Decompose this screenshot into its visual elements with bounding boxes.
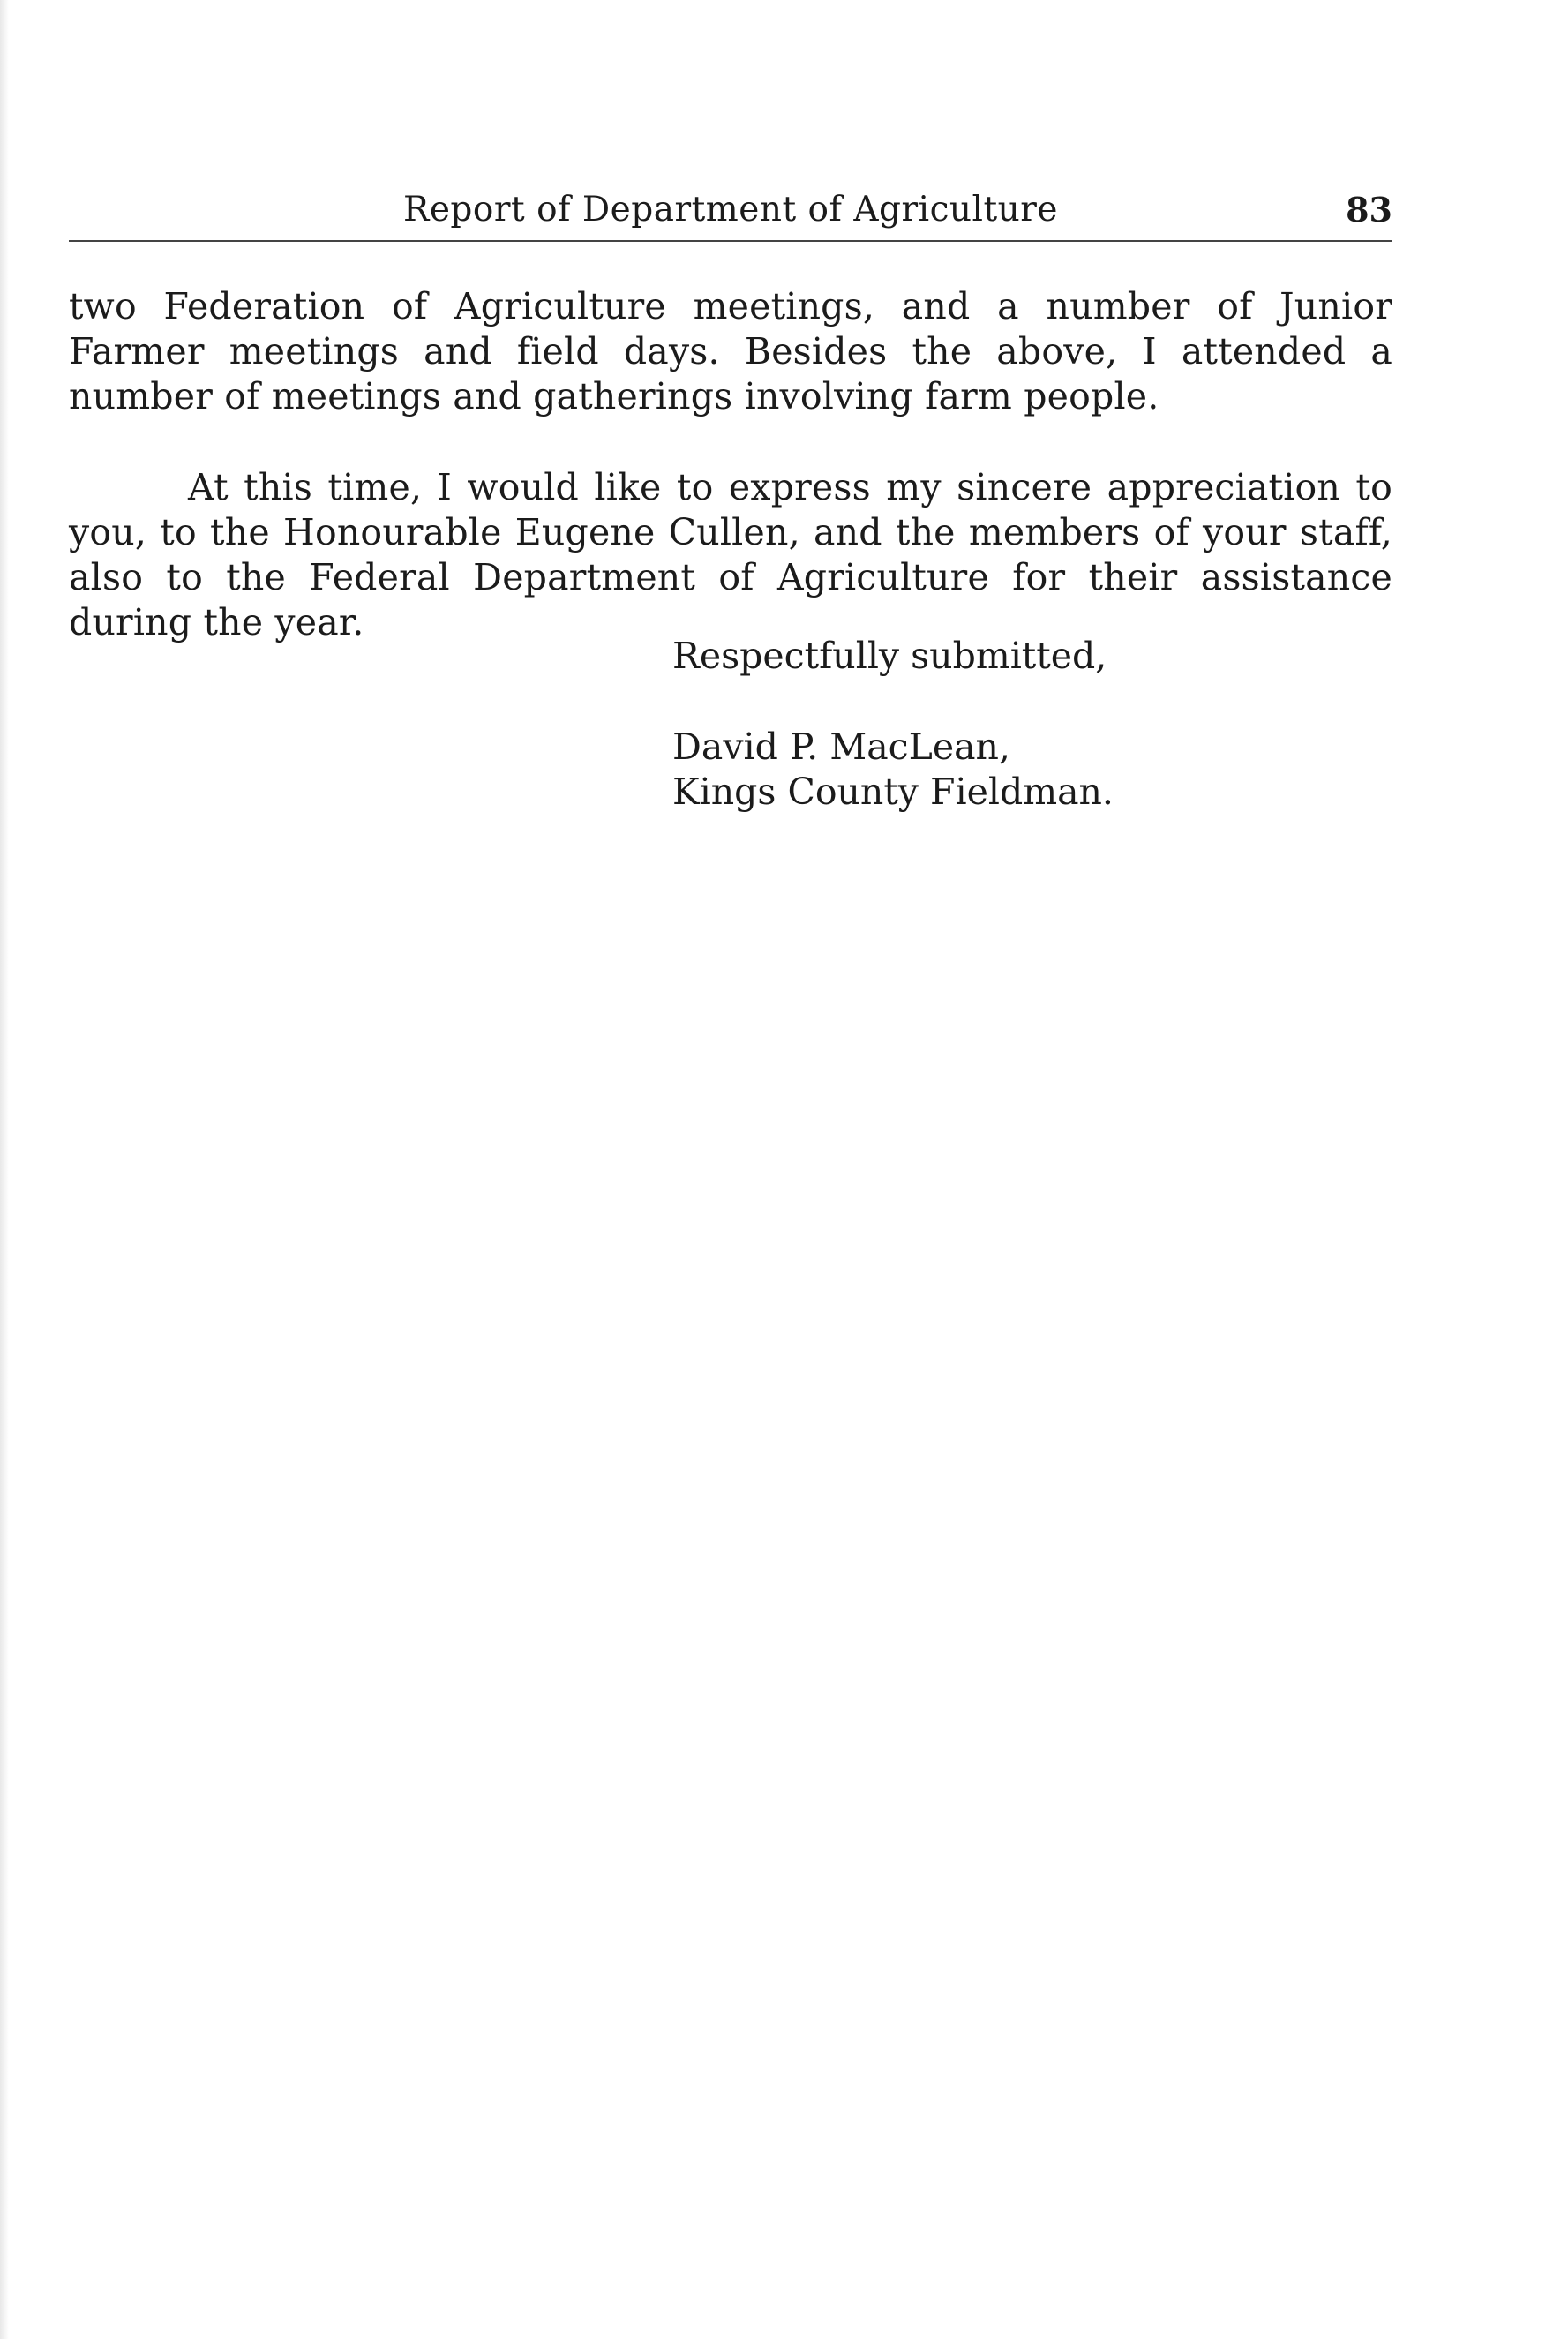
page-edge-shadow — [0, 0, 9, 2339]
signatory-name: David P. MacLean, — [672, 726, 1010, 768]
signatory-title: Kings County Fieldman. — [672, 771, 1114, 813]
body-text — [69, 284, 1392, 645]
closing-block — [672, 634, 1114, 815]
closing-salutation: Respectfully submitted, — [672, 635, 1107, 677]
paragraph-2: At this time, I would like to express my sincere appreciation to you, to the Honourable Eugene Cullen, and the members of your staff, also to the Federal Department of Agriculture for their assistance during the year. — [69, 466, 1392, 643]
header-rule — [69, 240, 1392, 242]
paragraph-1: two Federation of Agriculture meetings, and a number of Junior Farmer meetings and field days. Besides the above, I attended a number of meetings and gatherings involving farm people. — [69, 285, 1392, 417]
running-title: Report of Department of Agriculture — [402, 190, 1059, 229]
page-number: 83 — [1346, 190, 1392, 229]
running-header — [69, 185, 1392, 238]
